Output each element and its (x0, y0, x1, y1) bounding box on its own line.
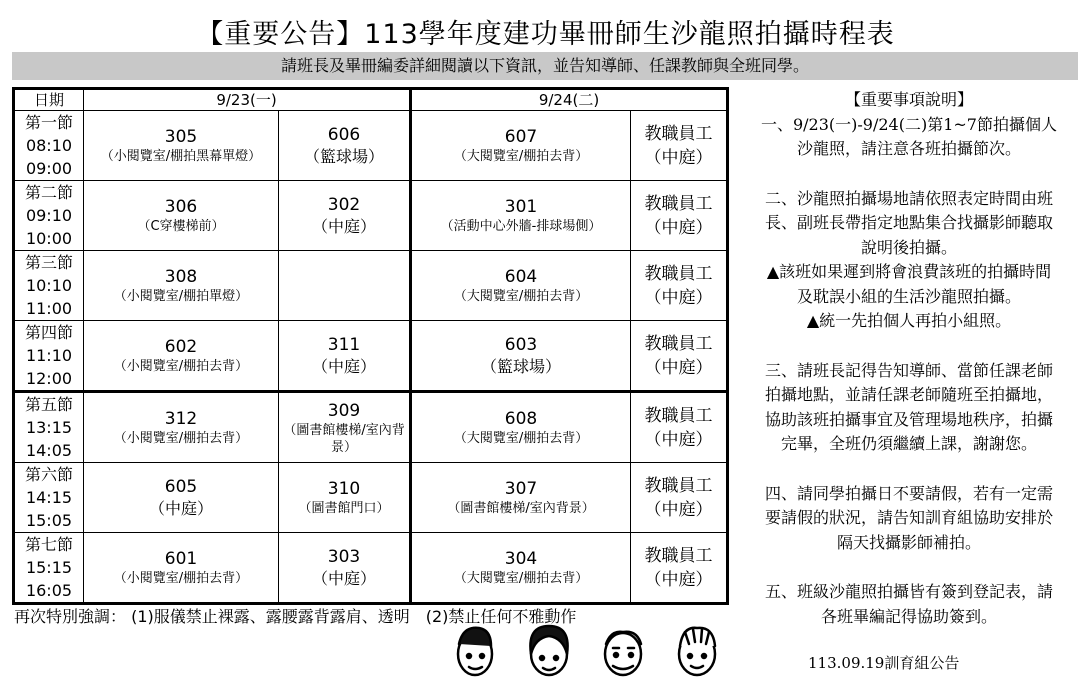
note-line: ▲該班如果遲到將會浪費該班的拍攝時間 (766, 262, 1052, 281)
page-title: 【重要公告】113學年度建功畢冊師生沙龍照拍攝時程表 (196, 19, 895, 50)
shoot-location: （小閱覽室/棚拍去背） (113, 359, 249, 374)
period-name: 第一節 (24, 113, 73, 132)
class-slot-cell (411, 181, 631, 251)
shoot-location: （C穿樓梯前） (137, 219, 225, 234)
period-cell (14, 111, 84, 181)
class-slot-cell (279, 463, 411, 533)
class-number: 311 (327, 334, 361, 355)
period-end: 11:00 (25, 299, 73, 318)
staff-slot-cell (631, 392, 728, 463)
class-slot-cell (411, 251, 631, 321)
class-number: 602 (164, 337, 198, 357)
class-slot-cell (279, 392, 411, 463)
class-number: 302 (327, 194, 361, 215)
class-number: 309 (327, 400, 361, 421)
period-cell (14, 181, 84, 251)
announcement-signature: 113.09.19訓育組公告 (808, 654, 960, 672)
shoot-location: （大閱覽室/棚拍去背） (453, 149, 589, 164)
shoot-location: （中庭） (148, 498, 213, 518)
period-end: 16:05 (25, 581, 73, 600)
class-number: 301 (504, 197, 538, 217)
date-header-label: 日期 (14, 89, 84, 111)
period-cell (14, 533, 84, 604)
table-row (14, 463, 728, 533)
class-slot-cell (411, 533, 631, 604)
shoot-location: （圖書館樓梯/室內背景） (283, 422, 405, 455)
shoot-location: （小閱覽室/棚拍單燈） (113, 289, 249, 304)
class-number: 308 (164, 267, 198, 287)
staff-label: 教職員工 (644, 475, 713, 496)
period-name: 第二節 (24, 183, 73, 202)
period-name: 第三節 (24, 253, 73, 272)
class-slot-cell (84, 181, 279, 251)
staff-location: （中庭） (644, 287, 713, 308)
period-end: 10:00 (25, 229, 73, 248)
staff-location: （中庭） (644, 429, 713, 450)
table-row (14, 392, 728, 463)
class-slot-cell (84, 251, 279, 321)
day1-header: 9/23(一) (84, 89, 411, 111)
period-end: 14:05 (25, 441, 73, 460)
shoot-location: （大閱覽室/棚拍去背） (453, 289, 589, 304)
shoot-location: （活動中心外牆-排球場側） (440, 219, 602, 234)
face-icon-4 (679, 628, 715, 675)
subtitle-banner: 請班長及畢冊編委詳細閱讀以下資訊，並告知導師、任課教師與全班同學。 (12, 52, 1078, 80)
staff-slot-cell (631, 181, 728, 251)
staff-slot-cell (631, 463, 728, 533)
period-end: 09:00 (25, 159, 73, 178)
face-icon-1 (458, 628, 492, 675)
staff-slot-cell (631, 321, 728, 392)
class-number: 607 (504, 127, 538, 147)
class-slot-cell (411, 392, 631, 463)
note-line: 一、9/23(一)-9/24(二)第1~7節拍攝個人 (760, 114, 1057, 134)
note-line: 三、請班長記得告知導師、當節任課老師 (764, 360, 1053, 380)
shoot-location: （小閱覽室/棚拍黑幕單燈） (100, 149, 262, 164)
staff-location: （中庭） (644, 147, 713, 168)
dress-code-reminder: 再次特別強調： (1)服儀禁止裸露、露腰露背露肩、透明 (2)禁止任何不雅動作 (14, 607, 577, 626)
note-line: 協助該班拍攝事宜及管理場地秩序，拍攝 (764, 409, 1053, 429)
period-name: 第五節 (24, 395, 73, 414)
table-row (14, 251, 728, 321)
note-line: 沙龍照，請注意各班拍攝節次。 (796, 139, 1021, 158)
class-number: 608 (504, 409, 538, 429)
class-number: 312 (164, 409, 198, 429)
staff-label: 教職員工 (644, 193, 713, 214)
class-slot-cell (84, 533, 279, 604)
staff-location: （中庭） (644, 499, 713, 520)
shoot-location: （小閱覽室/棚拍去背） (113, 571, 249, 586)
class-slot-cell (411, 321, 631, 392)
period-cell (14, 392, 84, 463)
note-line: 隔天找攝影師補拍。 (836, 532, 981, 552)
period-start: 14:15 (25, 488, 73, 507)
period-end: 15:05 (25, 511, 73, 530)
class-number: 310 (327, 479, 361, 499)
class-slot-cell (84, 392, 279, 463)
shoot-location: （小閱覽室/棚拍去背） (113, 431, 249, 446)
shoot-location: （中庭） (312, 356, 377, 376)
table-header-row (14, 89, 728, 111)
class-number: 304 (504, 549, 538, 569)
class-number: 605 (164, 476, 198, 497)
class-slot-cell (84, 111, 279, 181)
period-name: 第七節 (24, 535, 73, 554)
note-spacer (738, 162, 1080, 187)
class-slot-cell (279, 533, 411, 604)
staff-label: 教職員工 (644, 123, 713, 144)
class-slot-cell (279, 251, 411, 321)
note-line: ▲統一先拍個人再拍小組照。 (806, 311, 1012, 330)
note-line: 要請假的狀況，請告知訓育組協助安排於 (764, 508, 1053, 527)
shoot-location: （中庭） (312, 216, 377, 236)
period-name: 第四節 (24, 323, 73, 342)
note-spacer (738, 457, 1080, 482)
shoot-location: （圖書館門口） (298, 501, 390, 516)
period-cell (14, 251, 84, 321)
shoot-location: （籃球場） (481, 356, 562, 376)
note-line: 拍攝地點，並請任課老師隨班至拍攝地， (764, 385, 1053, 404)
class-number: 306 (164, 197, 198, 217)
note-line: 說明後拍攝。 (860, 237, 957, 257)
class-slot-cell (279, 181, 411, 251)
class-number: 601 (164, 549, 198, 569)
notes-heading: 【重要事項說明】 (844, 90, 973, 109)
staff-label: 教職員工 (644, 405, 713, 426)
staff-slot-cell (631, 111, 728, 181)
note-line: 長、副班長帶指定地點集合找攝影師聽取 (764, 213, 1053, 232)
table-row (14, 111, 728, 181)
period-start: 08:10 (25, 136, 73, 155)
staff-label: 教職員工 (644, 263, 713, 284)
schedule-table (12, 87, 729, 605)
period-start: 09:10 (25, 206, 73, 225)
note-line: 二、沙龍照拍攝場地請依照表定時間由班 (764, 188, 1053, 208)
class-number: 303 (327, 546, 361, 567)
class-number: 305 (164, 127, 198, 147)
class-slot-cell (84, 321, 279, 392)
class-slot-cell (279, 321, 411, 392)
day2-header: 9/24(二) (411, 89, 728, 111)
class-slot-cell (84, 463, 279, 533)
shoot-location: （大閱覽室/棚拍去背） (453, 431, 589, 446)
note-line: 各班畢編記得協助簽到。 (820, 606, 997, 626)
class-number: 603 (504, 334, 538, 355)
table-row (14, 181, 728, 251)
period-end: 12:00 (25, 369, 73, 388)
note-spacer (738, 334, 1080, 359)
face-icon-3 (605, 632, 641, 675)
note-line: 及耽誤小組的生活沙龍照拍攝。 (796, 286, 1021, 306)
period-start: 10:10 (25, 276, 73, 295)
period-start: 13:15 (25, 418, 73, 437)
staff-label: 教職員工 (644, 545, 713, 566)
staff-location: （中庭） (644, 569, 713, 590)
class-number: 307 (504, 479, 538, 499)
class-number: 606 (327, 124, 361, 145)
period-start: 15:15 (25, 558, 73, 577)
period-name: 第六節 (24, 465, 73, 484)
period-start: 11:10 (25, 346, 73, 365)
note-line: 完畢，全班仍須繼續上課，謝謝您。 (780, 434, 1037, 453)
table-row (14, 321, 728, 392)
note-line: 四、請同學拍攝日不要請假，若有一定需 (764, 483, 1053, 503)
face-icon-2 (530, 626, 567, 675)
staff-label: 教職員工 (644, 333, 713, 354)
table-row (14, 533, 728, 604)
class-number: 604 (504, 267, 538, 287)
shoot-location: （圖書館樓梯/室內背景） (447, 501, 595, 516)
important-notes (738, 88, 1080, 629)
staff-location: （中庭） (644, 217, 713, 238)
staff-location: （中庭） (644, 357, 713, 378)
note-line: 五、班級沙龍照拍攝皆有簽到登記表，請 (764, 582, 1053, 601)
class-slot-cell (279, 111, 411, 181)
shoot-location: （籃球場） (304, 146, 385, 166)
note-spacer (738, 555, 1080, 580)
class-slot-cell (411, 463, 631, 533)
staff-slot-cell (631, 251, 728, 321)
staff-slot-cell (631, 533, 728, 604)
shoot-location: （大閱覽室/棚拍去背） (453, 571, 589, 586)
shoot-location: （中庭） (312, 568, 377, 588)
class-slot-cell (411, 111, 631, 181)
cartoon-faces-illustration (453, 618, 723, 680)
period-cell (14, 463, 84, 533)
period-cell (14, 321, 84, 392)
